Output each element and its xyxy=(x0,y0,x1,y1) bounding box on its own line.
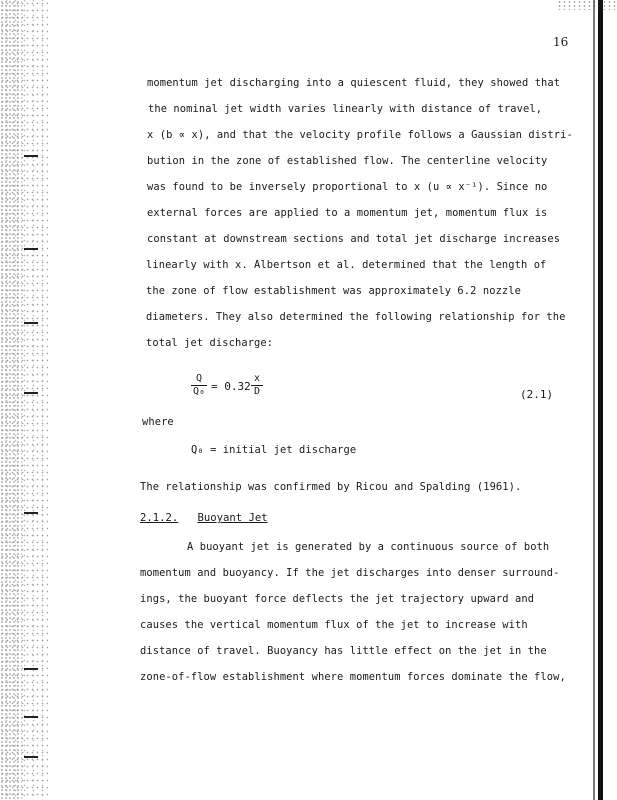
scan-edge-right xyxy=(598,0,603,800)
equation-operator: = 0.32 xyxy=(211,380,251,393)
paragraph-line: momentum jet discharging into a quiescent fluid, they showed that xyxy=(147,77,561,89)
equation-lhs-numerator: Q xyxy=(191,373,207,386)
where-label: where xyxy=(142,416,174,428)
equation-number: (2.1) xyxy=(520,388,554,401)
paragraph-line: zone-of-flow establishment where momentum forces dominate the flow, xyxy=(140,671,566,683)
scan-mark xyxy=(24,248,38,250)
equation-lhs-denominator: Q₀ xyxy=(192,386,206,397)
paragraph-line: ings, the buoyant force deflects the jet trajectory upward and xyxy=(140,593,535,605)
scan-mark xyxy=(24,155,38,157)
paragraph-line: was found to be inversely proportional to x (u ∝ x⁻¹). Since no xyxy=(147,181,548,193)
equation-rhs-numerator: x xyxy=(251,373,263,386)
equation-lhs-fraction xyxy=(191,373,207,398)
paragraph-line: linearly with x. Albertson et al. determined that the length of xyxy=(146,259,547,271)
scan-mark xyxy=(24,512,38,514)
page-number: 16 xyxy=(553,35,569,49)
paragraph-line: the zone of flow establishment was approximately 6.2 nozzle xyxy=(146,285,521,297)
equation-rhs-denominator: D xyxy=(253,386,261,397)
paragraph-line: distance of travel. Buoyancy has little effect on the jet in the xyxy=(140,645,547,657)
paragraph-line: diameters. They also determined the following relationship for the xyxy=(146,311,566,323)
section-number: 2.1.2. xyxy=(140,512,179,524)
paragraph-line: constant at downstream sections and total jet discharge increases xyxy=(147,233,561,245)
scan-noise-left xyxy=(0,0,48,800)
paragraph-line: total jet discharge: xyxy=(146,337,274,349)
paragraph-line: the nominal jet width varies linearly with distance of travel, xyxy=(148,103,543,115)
paragraph-line: x (b ∝ x), and that the velocity profile follows a Gaussian distri- xyxy=(147,129,573,141)
scan-mark xyxy=(24,716,38,718)
paragraph-line: bution in the zone of established flow. The centerline velocity xyxy=(147,155,548,167)
scan-edge-right-inner xyxy=(593,0,595,800)
section-title: Buoyant Jet xyxy=(197,512,268,524)
paragraph-line: A buoyant jet is generated by a continuous source of both xyxy=(187,541,550,553)
equation-rhs-fraction xyxy=(251,373,263,398)
scan-mark xyxy=(24,668,38,670)
definition-line: Q₀ = initial jet discharge xyxy=(191,444,357,456)
scan-mark xyxy=(24,392,38,394)
confirmation-line: The relationship was confirmed by Ricou and Spalding (1961). xyxy=(140,481,522,493)
section-heading xyxy=(140,512,268,524)
scan-mark xyxy=(24,322,38,324)
paragraph-line: external forces are applied to a momentum jet, momentum flux is xyxy=(147,207,548,219)
paragraph-line: causes the vertical momentum flux of the jet to increase with xyxy=(140,619,528,631)
paragraph-line: momentum and buoyancy. If the jet discharges into denser surround- xyxy=(140,567,560,579)
scan-noise-top xyxy=(557,0,617,10)
scan-mark xyxy=(24,756,38,758)
